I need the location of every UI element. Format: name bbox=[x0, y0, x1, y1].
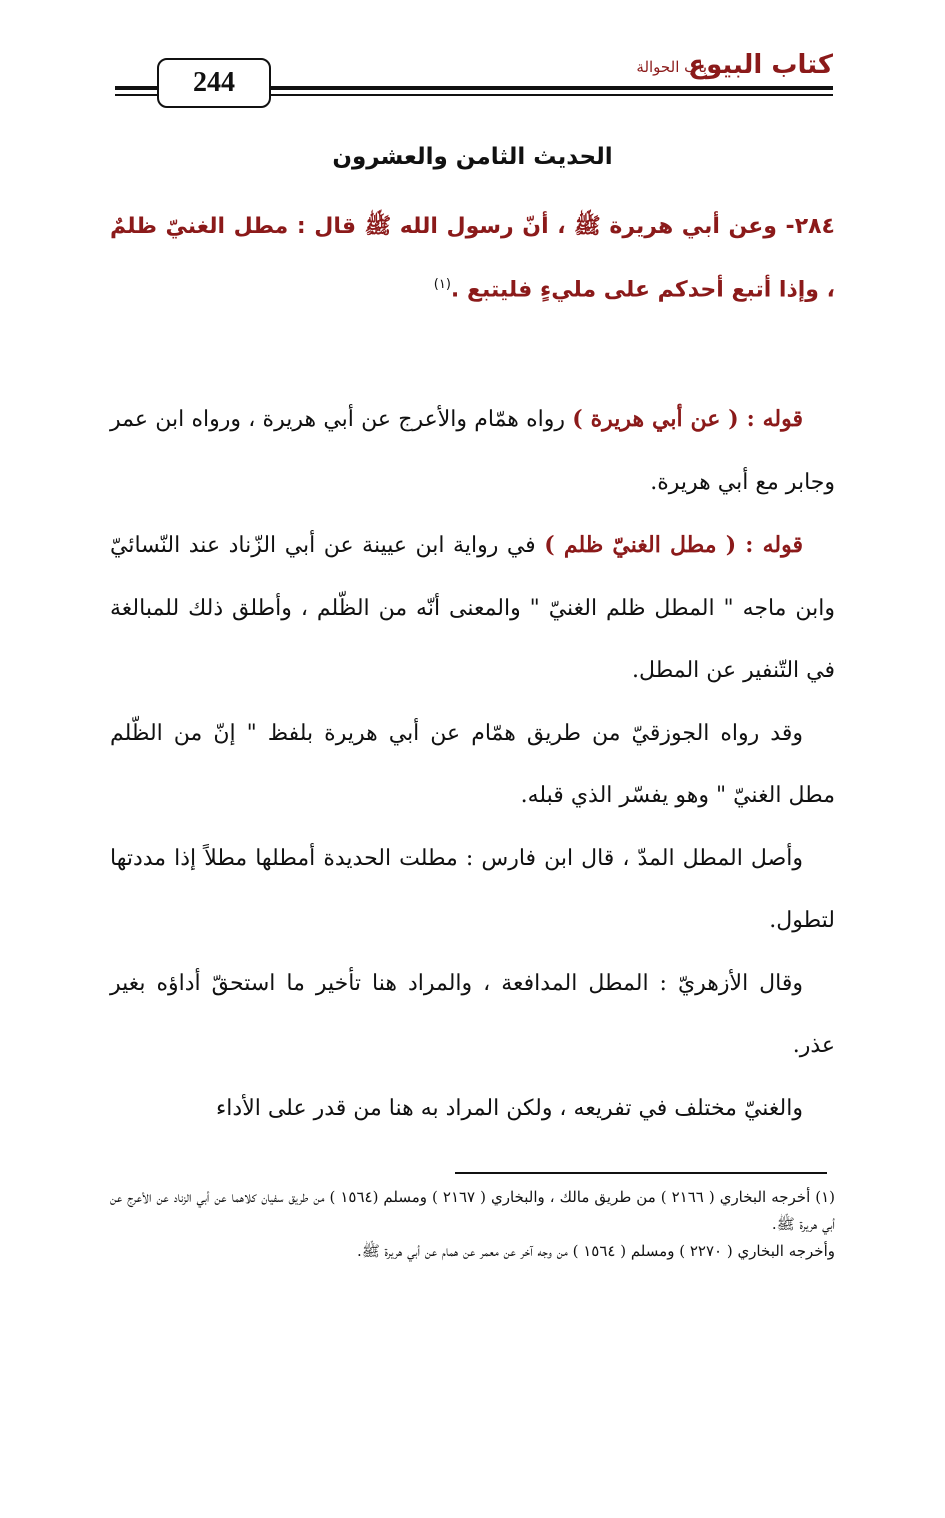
paragraph-text: وأصل المطل المدّ ، قال ابن فارس : مطلت الحديدة أمطلها مطلاً إذا مددتها لتطول. bbox=[110, 845, 835, 933]
paragraph bbox=[110, 703, 835, 828]
page-header bbox=[115, 50, 833, 110]
commentary bbox=[110, 388, 835, 1140]
footnote: وأخرجه البخاري ( ٢٢٧٠ ) ومسلم ( ١٥٦٤ ) من وجه آخر عن معمر عن همام عن أبي هريرة ﷺ. bbox=[356, 1242, 835, 1260]
paragraph-text: في رواية ابن عيينة عن أبي الزّناد عند النّسائيّ وابن ماجه " المطل ظلم الغنيّ " والمعنى أنّه من الظّلم ، وأطلق ذلك للمبالغة في التّنفير عن المطل. bbox=[110, 533, 835, 683]
paragraph-text: وقال الأزهريّ : المطل المدافعة ، والمراد هنا تأخير ما استحقّ أداؤه بغير عذر. bbox=[110, 970, 835, 1058]
page-number: 244 bbox=[157, 58, 271, 108]
hadith-text bbox=[110, 198, 835, 319]
footnote: (١) أخرجه البخاري ( ٢١٦٦ ) من طريق مالك ، والبخاري ( ٢١٦٧ ) ومسلم (١٥٦٤ ) من طريق سفيان كلاهما عن أبي الزناد عن الأعرج عن أبي هريرة ﷺ. bbox=[110, 1188, 836, 1233]
hadith-body: ٢٨٤- وعن أبي هريرة ﷺ ، أنّ رسول الله ﷺ قال : مطل الغنيّ ظلمٌ ، وإذا أتبع أحدكم على مليءٍ فليتبع . bbox=[110, 214, 835, 303]
paragraph-keyword: قوله : ( مطل الغنيّ ظلم ) bbox=[544, 532, 803, 558]
paragraph bbox=[110, 388, 835, 514]
paragraph bbox=[110, 953, 835, 1078]
footnotes bbox=[110, 1184, 835, 1265]
footnote-divider bbox=[455, 1172, 827, 1174]
paragraph bbox=[110, 1078, 835, 1141]
chapter-title: باب الحوالة bbox=[636, 58, 707, 76]
paragraph bbox=[110, 514, 835, 703]
paragraph bbox=[110, 828, 835, 953]
paragraph-text: وقد رواه الجوزقيّ من طريق همّام عن أبي هريرة بلفظ " إنّ من الظّلم مطل الغنيّ " وهو يفسّر الذي قبله. bbox=[110, 720, 835, 808]
paragraph-text: والغنيّ مختلف في تفريعه ، ولكن المراد به هنا من قدر على الأداء bbox=[215, 1095, 803, 1121]
footnote-reference: (١) bbox=[433, 277, 451, 292]
hadith-heading: الحديث الثامن والعشرون bbox=[332, 144, 613, 170]
paragraph-text: رواه همّام والأعرج عن أبي هريرة ، ورواه ابن عمر وجابر مع أبي هريرة. bbox=[110, 407, 835, 495]
book-title: كتاب البيوع bbox=[688, 50, 833, 80]
paragraph-keyword: قوله : ( عن أبي هريرة ) bbox=[572, 406, 804, 432]
